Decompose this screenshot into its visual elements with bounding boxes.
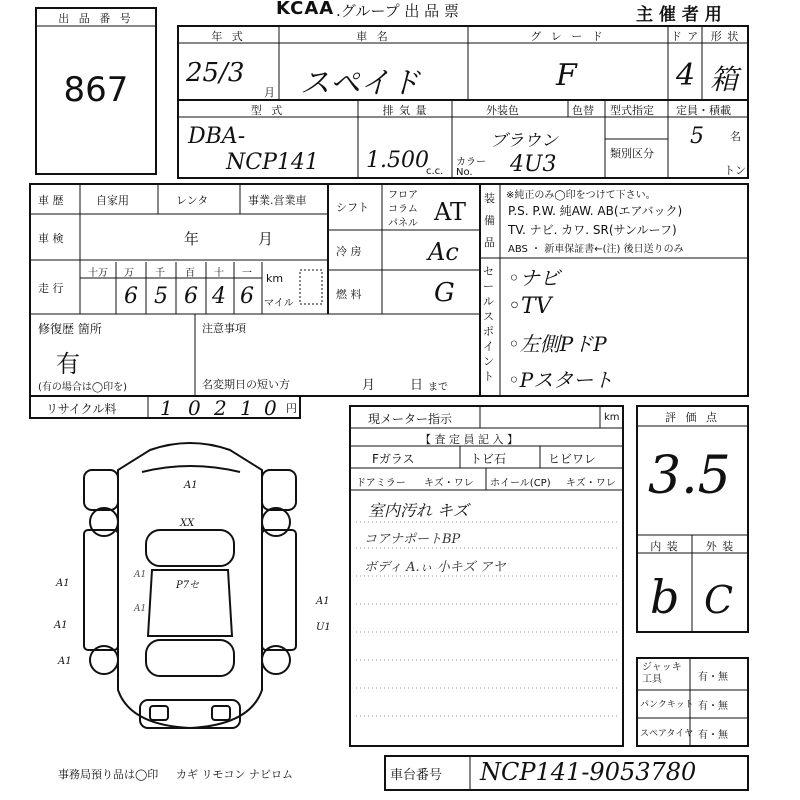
shift-option-column: コラム — [388, 204, 418, 215]
inspector-section-label: 【 査 定 員 記 入 】 — [420, 433, 518, 446]
form-title: .グループ 出 品 票 — [336, 2, 459, 20]
ac-label: 冷 房 — [336, 245, 362, 258]
name-change-month: 月 — [362, 378, 376, 393]
equipment-line-2: TV. ナビ. カワ. SR(サンルーフ) — [508, 223, 677, 237]
exterior-grade-value: C — [704, 578, 734, 622]
interior-grade-value: b — [650, 570, 680, 624]
jack-tool-options: 有・無 — [698, 672, 728, 683]
spare-tire-label: スペアタイヤ — [640, 729, 694, 739]
mileage-unit-10k: 万 — [124, 268, 134, 279]
displacement-label: 排 気 量 — [382, 104, 428, 117]
evaluation-score: 3.5 — [648, 446, 731, 506]
damage-mark: P7セ — [176, 580, 200, 591]
inspection-month: 月 — [258, 230, 274, 248]
recycle-fee-label: リサイクル料 — [46, 402, 117, 416]
chassis-number-value: NCP141-9053780 — [480, 758, 697, 786]
mileage-unit-1: 一 — [242, 268, 252, 279]
meter-reading-label: 現メーター指示 — [368, 412, 453, 426]
load-unit: トン — [724, 164, 746, 177]
color-change-label: 色替 — [572, 104, 594, 117]
doors-value: 4 — [676, 58, 696, 93]
shift-value: AT — [434, 198, 467, 226]
model-code-line2: NCP141 — [226, 150, 319, 175]
damage-mark: XX — [180, 518, 195, 529]
mileage-unit-100k: 十万 — [88, 268, 108, 279]
shift-option-floor: フロア — [388, 190, 418, 201]
glass-crack-option: ヒビワレ — [548, 452, 597, 466]
mileage-digit: 6 — [240, 284, 254, 309]
history-option-business: 事業.営業車 — [248, 194, 307, 207]
mileage-label: 走 行 — [38, 282, 64, 295]
year-value: 25/3 — [186, 58, 245, 88]
ac-value: Ac — [428, 238, 459, 266]
damage-mark: A1 — [56, 578, 70, 589]
inspection-year: 年 — [184, 230, 200, 248]
year-suffix: 月 — [264, 86, 275, 99]
recycle-digit: 1 — [160, 396, 173, 420]
exterior-color-value: ブラウン — [490, 131, 558, 151]
repair-history-value: 有 — [56, 350, 80, 378]
equipment-label: 装備品 — [484, 192, 495, 249]
puncture-kit-label: パンクキット — [640, 700, 694, 710]
body-shape-value: 箱 — [710, 63, 739, 96]
recycle-digit: 2 — [214, 396, 227, 420]
capacity-value: 5 — [690, 124, 704, 149]
remark-line: 室内汚れ キズ — [368, 501, 469, 520]
color-number-label: カラー No. — [456, 157, 486, 178]
mileage-unit-100: 百 — [185, 268, 195, 279]
body-shape-label: 形 状 — [710, 30, 740, 43]
recycle-digit: 0 — [188, 396, 201, 420]
recycle-fee-unit: 円 — [286, 402, 297, 415]
equipment-note: ※純正のみ◯印をつけて下さい。 — [506, 190, 656, 201]
wheel-label: ホイール(CP) — [490, 478, 551, 489]
car-name-label: 車 名 — [356, 30, 391, 43]
damage-mark: A1 — [184, 480, 198, 491]
sales-point-item: ◦Pスタート — [508, 368, 614, 392]
model-code-label: 型 式 — [250, 104, 286, 117]
chassis-number-label: 車台番号 — [390, 768, 443, 783]
history-option-private: 自家用 — [96, 194, 129, 207]
history-option-rental: レンタ — [176, 194, 209, 207]
fuel-value: G — [434, 278, 455, 308]
spare-tire-options: 有・無 — [698, 730, 728, 741]
history-label: 車 歴 — [38, 194, 64, 207]
mileage-unit-mile: マイル — [264, 298, 294, 309]
name-change-until: まで — [428, 382, 448, 393]
displacement-unit: c.c. — [426, 166, 444, 177]
sales-point-item: ◦左側PドP — [508, 332, 607, 356]
damage-mark: U1 — [316, 622, 331, 633]
capacity-label: 定員・積載 — [676, 104, 731, 117]
glass-chip-option: トビ石 — [470, 452, 507, 466]
sales-point-item: ◦ナビ — [508, 266, 560, 290]
puncture-kit-options: 有・無 — [698, 701, 728, 712]
jack-tool-label: ジャッキ工具 — [642, 662, 682, 685]
recycle-digit: 0 — [264, 396, 277, 420]
organizer-label: 主 催 者 用 — [636, 5, 722, 25]
exterior-color-label: 外装色 — [486, 104, 519, 117]
lot-number-label: 出 品 番 号 — [58, 12, 134, 25]
mileage-unit-10: 十 — [214, 268, 224, 279]
equipment-line-1: P.S. P.W. 純AW. AB(エアバック) — [508, 204, 683, 218]
repair-history-label: 修復歴 箇所 — [38, 322, 102, 336]
shift-option-panel: パネル — [388, 218, 418, 229]
displacement-value: 1.500 — [366, 148, 429, 173]
grade-label: グ レ ー ド — [530, 30, 606, 43]
name-change-label: 名変期日の短い方 — [202, 378, 290, 391]
doors-label: ド ア — [670, 30, 700, 43]
lot-number: 867 — [63, 70, 129, 110]
color-number-value: 4U3 — [510, 152, 557, 177]
damage-mark: A1 — [134, 570, 147, 580]
door-mirror-label: ドアミラー — [356, 478, 406, 489]
meter-unit: km — [604, 412, 620, 423]
damage-mark: A1 — [316, 596, 330, 607]
damage-mark: A1 — [54, 620, 68, 631]
remark-line: コアナポートBP — [364, 532, 461, 547]
repair-history-note: (有の場合は◯印を) — [38, 382, 127, 393]
model-code-line1: DBA- — [188, 124, 246, 149]
year-label: 年 式 — [211, 30, 246, 43]
grade-value: F — [556, 58, 577, 93]
damage-mark: A1 — [58, 656, 72, 667]
mileage-unit-km: km — [266, 272, 284, 285]
damage-mark: A1 — [134, 604, 147, 614]
car-name-value: スペイド — [300, 66, 420, 101]
evaluation-score-label: 評 価 点 — [665, 411, 720, 424]
sales-point-item: ◦TV — [508, 294, 552, 319]
mileage-digit: 6 — [124, 284, 138, 309]
notes-label: 注意事項 — [202, 322, 246, 335]
wheel-options: キズ・ワレ — [566, 478, 616, 489]
interior-grade-label: 内 装 — [650, 540, 679, 553]
exterior-grade-label: 外 装 — [705, 540, 735, 553]
brand-logo: KCAA — [276, 0, 335, 19]
category-label: 類別区分 — [610, 147, 654, 160]
capacity-unit: 名 — [730, 130, 741, 143]
glass-label: Fガラス — [372, 452, 415, 466]
mileage-digit: 4 — [212, 284, 226, 309]
name-change-day: 日 — [410, 378, 424, 393]
fuel-label: 燃 料 — [336, 288, 362, 301]
type-designation-label: 型式指定 — [610, 104, 654, 117]
sales-points-label: セールスポイント — [483, 265, 494, 383]
recycle-digit: 1 — [240, 396, 253, 420]
door-mirror-options: キズ・ワレ — [424, 478, 474, 489]
inspection-label: 車 検 — [38, 232, 64, 245]
mileage-digit: 5 — [154, 284, 168, 309]
mileage-unit-1k: 千 — [155, 268, 165, 279]
office-items-list: カギ リモコン ナビロム — [176, 768, 293, 781]
shift-label: シフト — [336, 201, 369, 214]
office-items-note: 事務局預り品は◯印 — [58, 768, 159, 781]
equipment-line-3: ABS ・ 新車保証書←(注) 後日送りのみ — [508, 244, 684, 255]
mileage-digit: 6 — [184, 284, 198, 309]
remark-line: ボディ A.ぃ 小キズ アヤ — [364, 560, 506, 575]
